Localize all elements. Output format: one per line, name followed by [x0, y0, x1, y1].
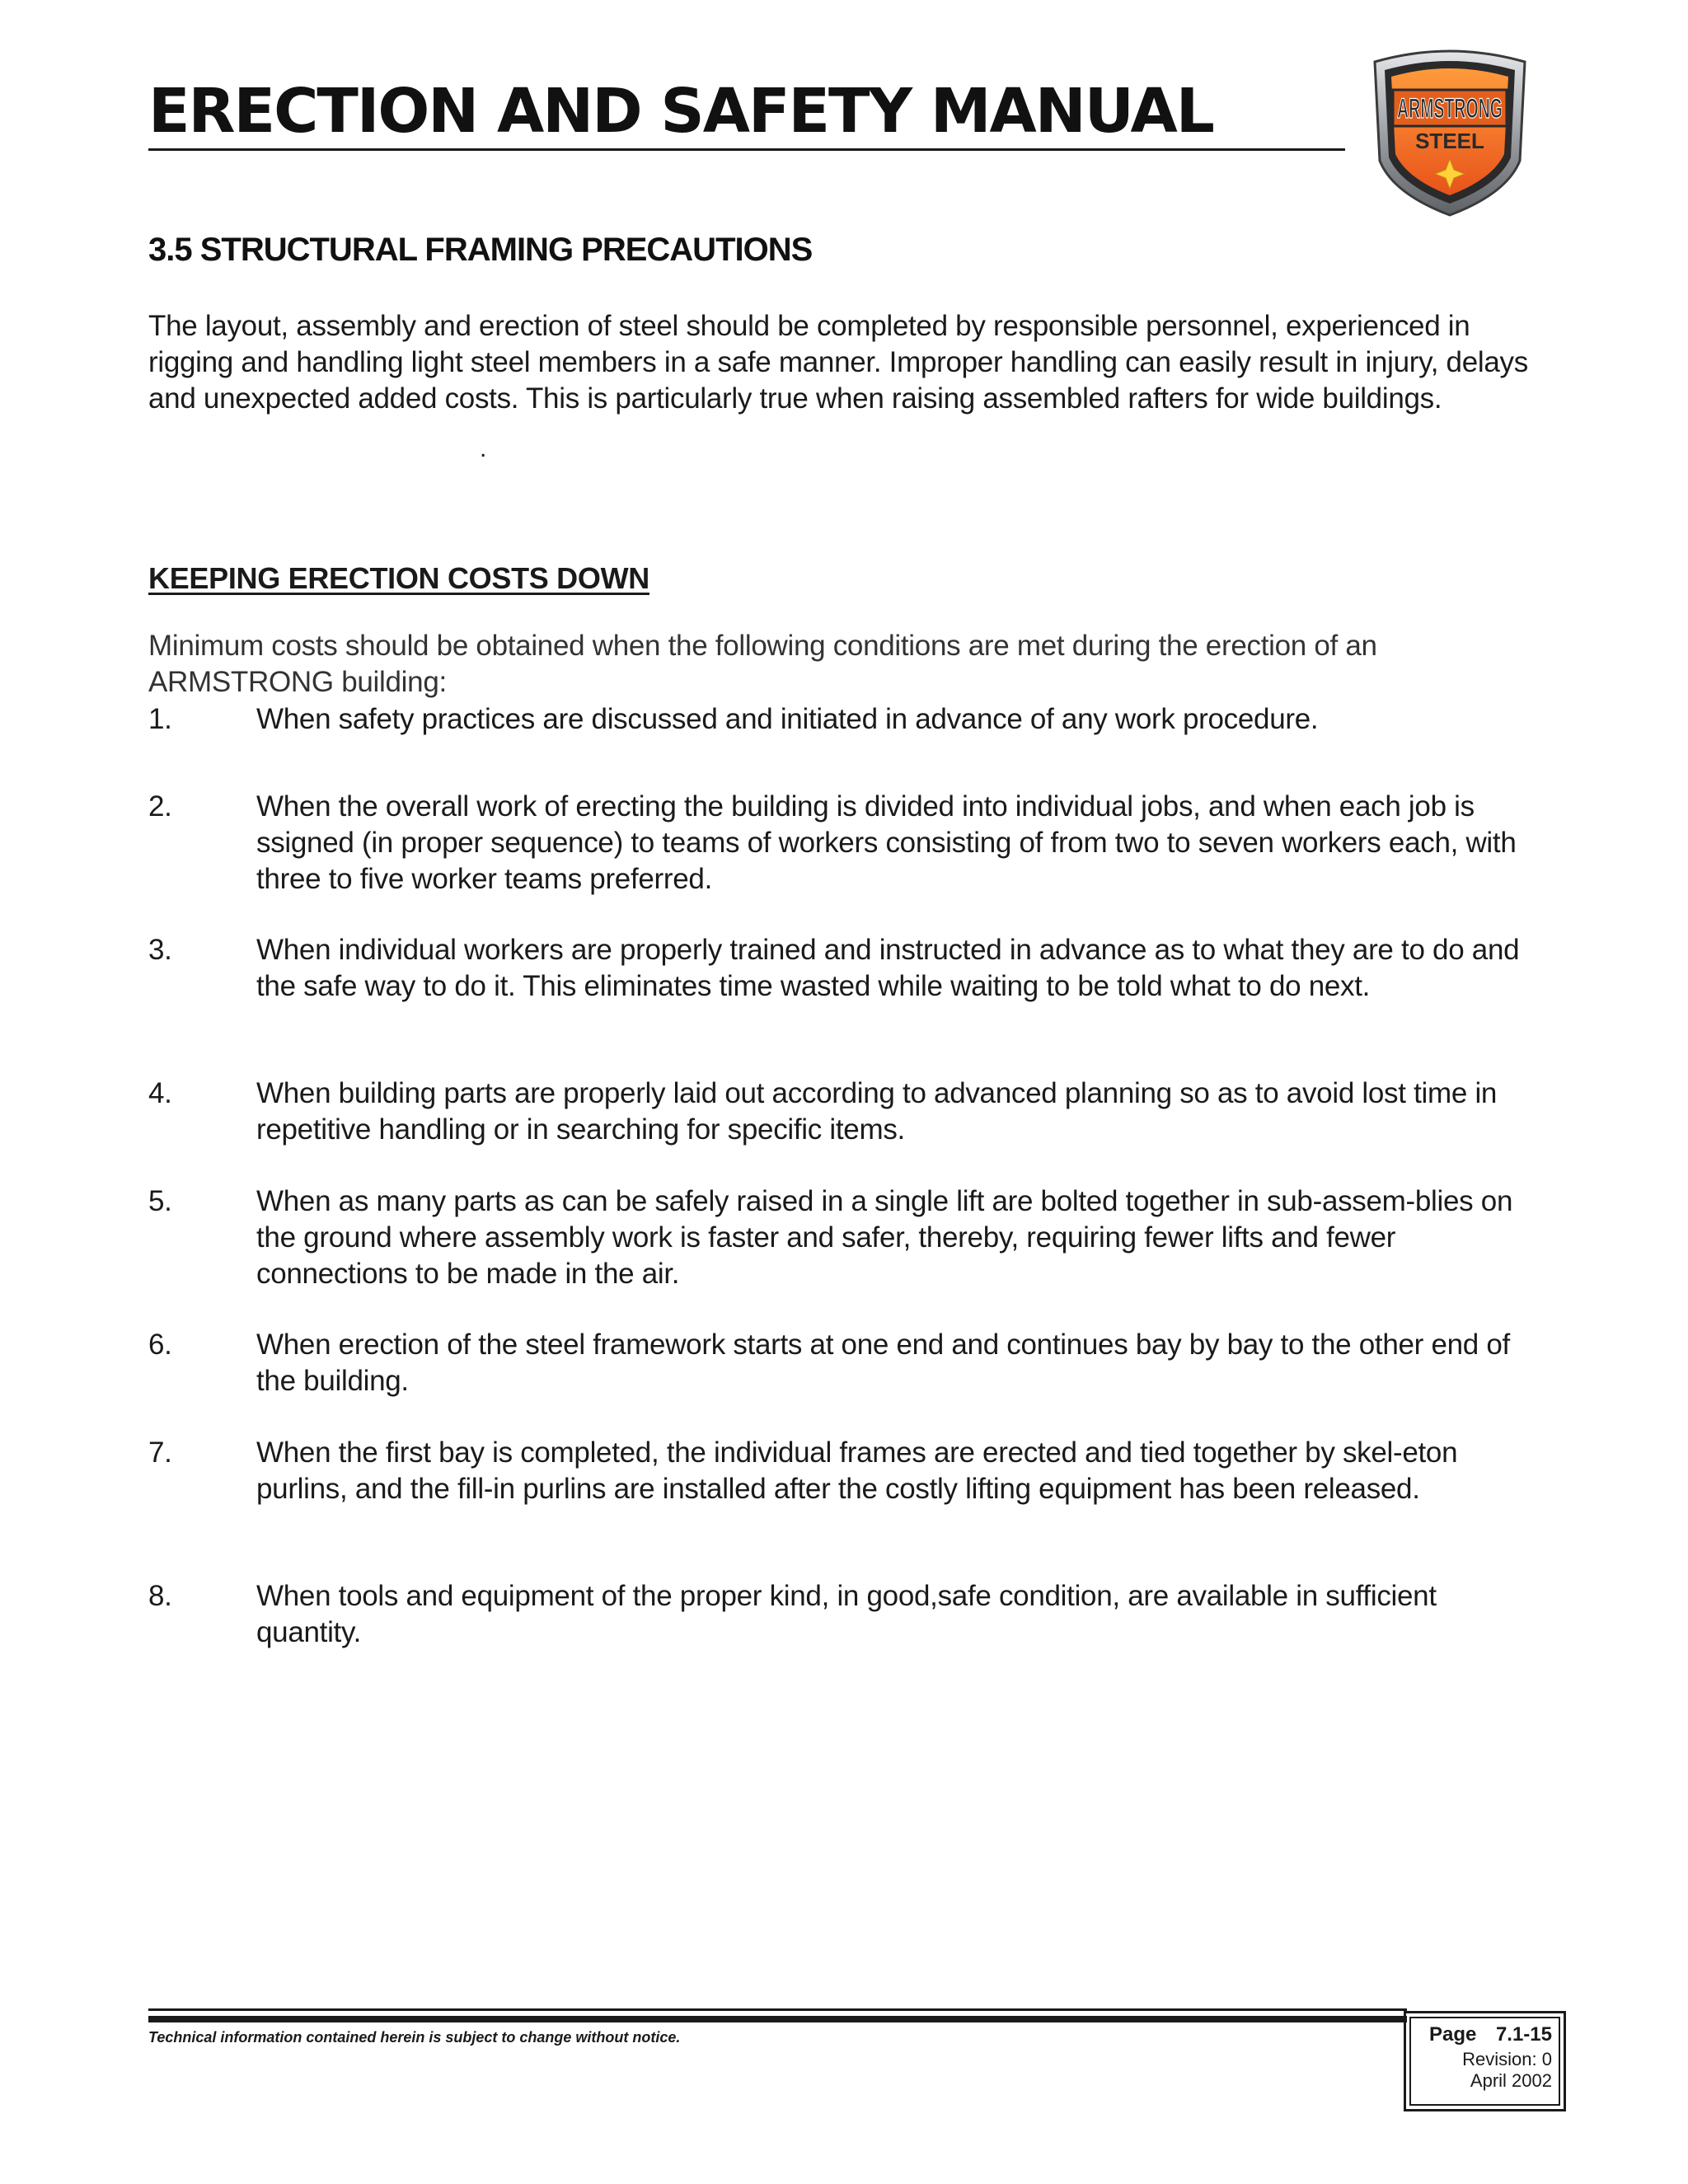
- list-number: 7.: [148, 1436, 172, 1469]
- list-text: When the overall work of erecting the building is divided into individual jobs, and when each job is ssigned (in proper sequence) to teams of workers consisting of from two to seven workers each, with three to five worker teams preferred.: [256, 790, 1517, 895]
- list-text: When safety practices are discussed and initiated in advance of any work procedure.: [256, 703, 1319, 735]
- list-number: 8.: [148, 1580, 172, 1612]
- page-info-inner: [1409, 2017, 1560, 2106]
- armstrong-steel-logo: [1358, 45, 1541, 220]
- footer-rule: [148, 2008, 1407, 2011]
- stray-mark: .: [480, 435, 487, 462]
- costs-intro: Minimum costs should be obtained when the following conditions are met during the erection of an ARMSTRONG building:: [148, 630, 1377, 698]
- list-text: When as many parts as can be safely raised in a single lift are bolted together in sub-assem-blies on the ground where assembly work is faster and safer, thereby, requiring fewer lifts and fewer connections to be made in the air.: [256, 1185, 1513, 1290]
- footer-rule-thick: [148, 2016, 1407, 2022]
- page-header: [148, 74, 1345, 151]
- list-number: 4.: [148, 1077, 172, 1109]
- list-number: 3.: [148, 934, 172, 966]
- revision-date: April 2002: [1470, 2070, 1552, 2091]
- list-item: [148, 701, 1541, 738]
- list-text: When building parts are properly laid out according to advanced planning so as to avoid lost time in repetitive handling or in searching for specific items.: [256, 1077, 1498, 1146]
- list-item: [148, 1076, 1541, 1148]
- list-item: [148, 1183, 1541, 1292]
- list-text: When individual workers are properly trained and instructed in advance as to what they are to do and the safe way to do it. This eliminates time wasted while waiting to be told what to do next.: [256, 934, 1520, 1002]
- list-item: [148, 1327, 1541, 1399]
- manual-title: ERECTION AND SAFETY MANUAL: [148, 76, 1213, 147]
- list-text: When the first bay is completed, the individual frames are erected and tied together by skel-eton purlins, and the fill-in purlins are installed after the costly lifting equipment has been released.: [256, 1436, 1458, 1505]
- costs-subheading: KEEPING ERECTION COSTS DOWN: [148, 561, 649, 595]
- page-number: 7.1-15: [1495, 2023, 1552, 2046]
- list-number: 6.: [148, 1329, 172, 1361]
- logo-bottom-text: STEEL: [1415, 129, 1484, 153]
- list-number: 5.: [148, 1185, 172, 1217]
- list-text: When erection of the steel framework starts at one end and continues bay by bay to the other end of the building.: [256, 1329, 1510, 1397]
- page-info-box: [1404, 2011, 1566, 2111]
- list-item: [148, 1435, 1541, 1507]
- list-item: [148, 1578, 1541, 1651]
- list-number: 2.: [148, 790, 172, 823]
- list-item: [148, 789, 1541, 898]
- footer-notice: Technical information contained herein is subject to change without notice.: [148, 2029, 681, 2046]
- revision-number: Revision: 0: [1462, 2049, 1552, 2069]
- list-item: [148, 932, 1541, 1005]
- list-text: When tools and equipment of the proper kind, in good,safe condition, are available in sufficient quantity.: [256, 1580, 1437, 1648]
- list-number: 1.: [148, 703, 172, 735]
- intro-paragraph: The layout, assembly and erection of steel should be completed by responsible personnel, experienced in rigging and handling light steel members in a safe manner. Improper handling can easily result in injury, delays and unexpected added costs. This is particularly true when raising assembled rafters for wide buildings.: [148, 310, 1528, 415]
- page-label: Page: [1429, 2023, 1477, 2046]
- logo-top-text: ARMSTRONG: [1397, 93, 1503, 124]
- section-heading: 3.5 STRUCTURAL FRAMING PRECAUTIONS: [148, 232, 813, 268]
